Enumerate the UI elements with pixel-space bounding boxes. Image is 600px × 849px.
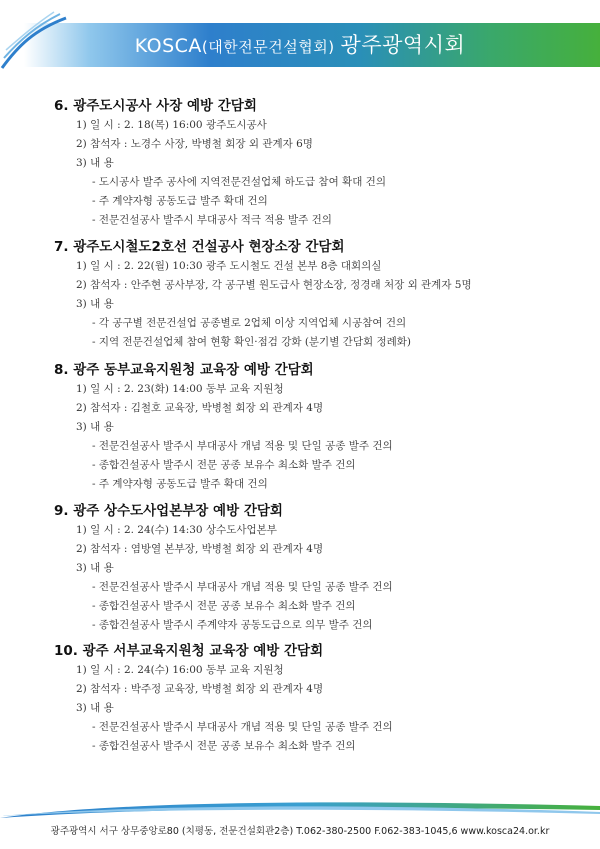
- section-attendees: 2) 참석자 : 김철호 교육장, 박병철 회장 외 관계자 4명: [76, 402, 324, 414]
- list-item: - 각 공구별 전문건설업 공종별로 2업체 이상 지역업체 시공참여 건의: [92, 317, 407, 329]
- section-date: 1) 일 시 : 2. 24(수) 16:00 동부 교육 지원청: [76, 664, 284, 676]
- page-header: [0, 8, 600, 74]
- header-title: [0, 23, 600, 67]
- section-attendees: 2) 참석자 : 노경수 사장, 박병철 회장 외 관계자 6명: [76, 138, 313, 150]
- footer-address: 광주광역시 서구 상무중앙로80 (치평동, 전문건설회관2층) T.062-380-2500 F.062-383-1045,6 www.kosca24.or.kr: [50, 826, 550, 837]
- section-attendees: 2) 참석자 : 염방열 본부장, 박병철 회장 외 관계자 4명: [76, 543, 324, 555]
- list-item: - 지역 전문건설업체 참여 현황 확인·점검 강화 (분기별 간담회 정례화): [92, 336, 411, 348]
- list-item: - 전문건설공사 발주시 부대공사 적극 적용 발주 건의: [92, 214, 332, 226]
- section-title: 6. 광주도시공사 사장 예방 간담회: [54, 98, 257, 114]
- list-item: - 종합건설공사 발주시 전문 공종 보유수 최소화 발주 건의: [92, 600, 356, 612]
- section-date: 1) 일 시 : 2. 23(화) 14:00 동부 교육 지원청: [76, 383, 284, 395]
- section-content-label: 3) 내 용: [76, 157, 114, 169]
- list-item: - 전문건설공사 발주시 부대공사 개념 적용 및 단일 공종 발주 건의: [92, 440, 393, 452]
- section-title: 7. 광주도시철도2호선 건설공사 현장소장 간담회: [54, 239, 345, 255]
- section-content-label: 3) 내 용: [76, 298, 114, 310]
- list-item: - 종합건설공사 발주시 전문 공종 보유수 최소화 발주 건의: [92, 459, 356, 471]
- list-item: - 전문건설공사 발주시 부대공사 개념 적용 및 단일 공종 발주 건의: [92, 581, 393, 593]
- brand-name: KOSCA: [134, 35, 202, 57]
- list-item: - 전문건설공사 발주시 부대공사 개념 적용 및 단일 공종 발주 건의: [92, 721, 393, 733]
- section-attendees: 2) 참석자 : 안주현 공사부장, 각 공구별 원도급사 현장소장, 정경래 처장 외 관계자 5명: [76, 279, 472, 291]
- list-item: - 주 계약자형 공동도급 발주 확대 건의: [92, 478, 268, 490]
- section-content-label: 3) 내 용: [76, 421, 114, 433]
- org-name: (대한전문건설협회): [201, 38, 335, 56]
- section-title: 8. 광주 동부교육지원청 교육장 예방 간담회: [54, 362, 314, 378]
- list-item: - 주 계약자형 공동도급 발주 확대 건의: [92, 195, 268, 207]
- section-date: 1) 일 시 : 2. 22(월) 10:30 광주 도시철도 건설 본부 8층 대회의실: [76, 260, 382, 272]
- region-name: 광주광역시회: [340, 33, 466, 57]
- section-date: 1) 일 시 : 2. 18(목) 16:00 광주도시공사: [76, 119, 267, 131]
- section-content-label: 3) 내 용: [76, 702, 114, 714]
- section-content-label: 3) 내 용: [76, 562, 114, 574]
- footer-swoosh-icon: [0, 798, 600, 818]
- list-item: - 도시공사 발주 공사에 지역전문건설업체 하도급 참여 확대 건의: [92, 176, 386, 188]
- section-title: 9. 광주 상수도사업본부장 예방 간담회: [54, 503, 283, 519]
- section-title: 10. 광주 서부교육지원청 교육장 예방 간담회: [54, 643, 324, 659]
- list-item: - 종합건설공사 발주시 전문 공종 보유수 최소화 발주 건의: [92, 740, 356, 752]
- section-attendees: 2) 참석자 : 박주정 교육장, 박병철 회장 외 관계자 4명: [76, 683, 324, 695]
- section-date: 1) 일 시 : 2. 24(수) 14:30 상수도사업본부: [76, 524, 277, 536]
- list-item: - 종합건설공사 발주시 주계약자 공동도급으로 의무 발주 건의: [92, 619, 373, 631]
